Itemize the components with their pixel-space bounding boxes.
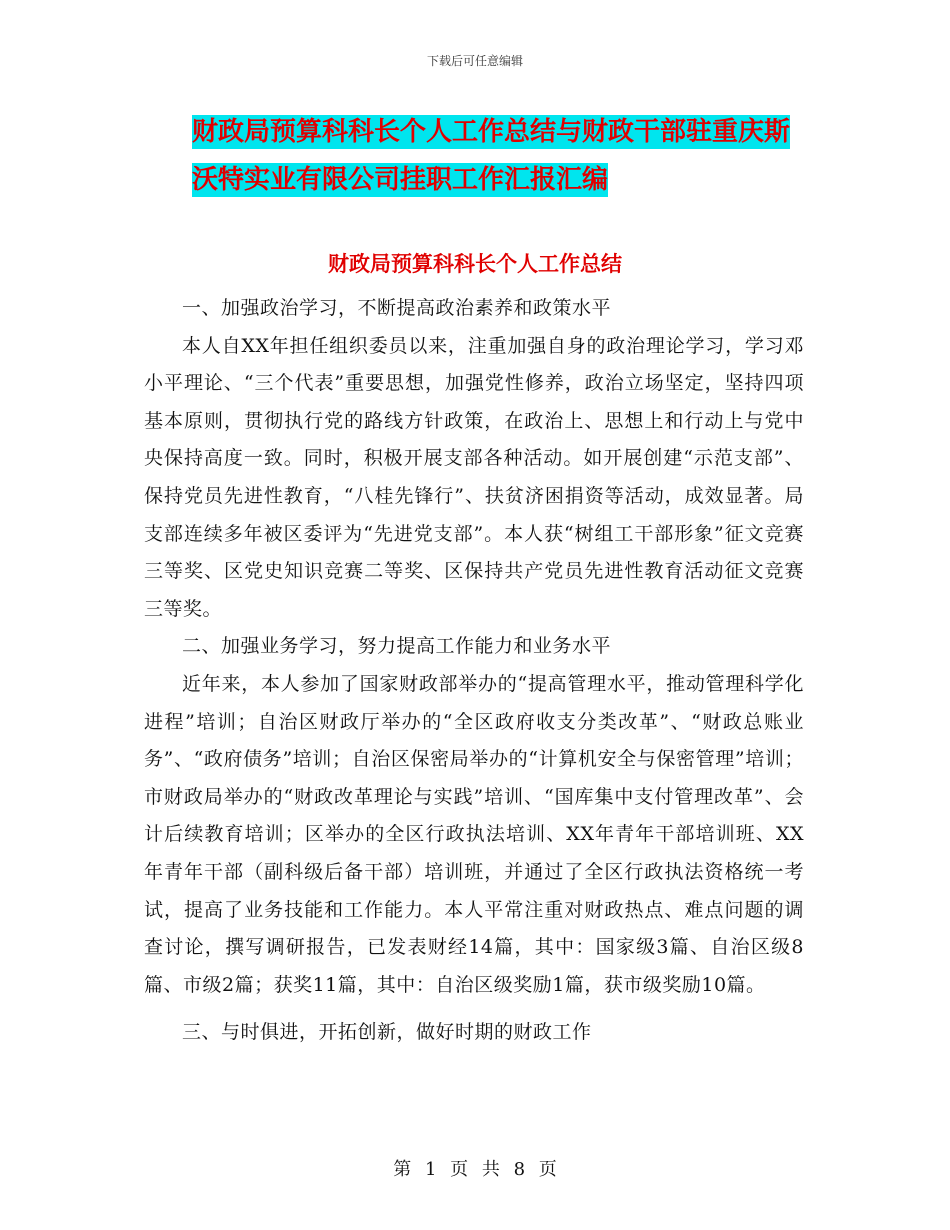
title-line-2 bbox=[192, 156, 812, 204]
heading-3: 三、与时俱进，开拓创新，做好时期的财政工作 bbox=[182, 1021, 592, 1044]
section-title: 财政局预算科科长个人工作总结 bbox=[328, 252, 622, 276]
document-body bbox=[144, 290, 804, 1052]
title-line-1 bbox=[192, 108, 812, 156]
document-title bbox=[192, 108, 812, 204]
paragraph-2: 近年来，本人参加了国家财政部举办的“提高管理水平，推动管理科学化进程”培训；自治区财政厅举办的“全区政府收支分类改革”、“财政总账业务”、“政府债务”培训；自治区保密局举办的“计算机安全与保密管理”培训；市财政局举办的“财政改革理论与实践”培训、“国库集中支付管理改革”、会计后续教育培训；区举办的全区行政执法培训、XX年青年干部培训班、XX年青年干部（副科级后备干部）培训班，并通过了全区行政执法资格统一考试，提高了业务技能和工作能力。本人平常注重对财政热点、难点问题的调查讨论，撰写调研报告，已发表财经14篇，其中：国家级3篇、自治区级8篇、市级2篇；获奖11篇，其中：自治区级奖励1篇，获市级奖励10篇。 bbox=[144, 672, 804, 996]
header-note: 下载后可任意编辑 bbox=[426, 54, 523, 68]
heading-2: 二、加强业务学习，努力提高工作能力和业务水平 bbox=[182, 635, 612, 658]
page-footer: 第 1 页 共 8 页 bbox=[393, 1159, 557, 1180]
paragraph-1: 本人自XX年担任组织委员以来，注重加强自身的政治理论学习，学习邓小平理论、“三个代表”重要思想，加强党性修养，政治立场坚定，坚持四项基本原则，贯彻执行党的路线方针政策，在政治上、思想上和行动上与党中央保持高度一致。同时，积极开展支部各种活动。如开展创建“示范支部”、保持党员先进性教育，“八桂先锋行”、扶贫济困捐资等活动，成效显著。局支部连续多年被区委评为“先进党支部”。本人获“树组工干部形象”征文竞赛三等奖、区党史知识竞赛二等奖、区保持共产党员先进性教育活动征文竞赛三等奖。 bbox=[144, 334, 804, 620]
heading-1: 一、加强政治学习，不断提高政治素养和政策水平 bbox=[182, 297, 612, 319]
title-line-1-text: 财政局预算科科长个人工作总结与财政干部驻重庆斯 bbox=[192, 117, 791, 147]
title-line-2-text: 沃特实业有限公司挂职工作汇报汇编 bbox=[192, 165, 609, 195]
